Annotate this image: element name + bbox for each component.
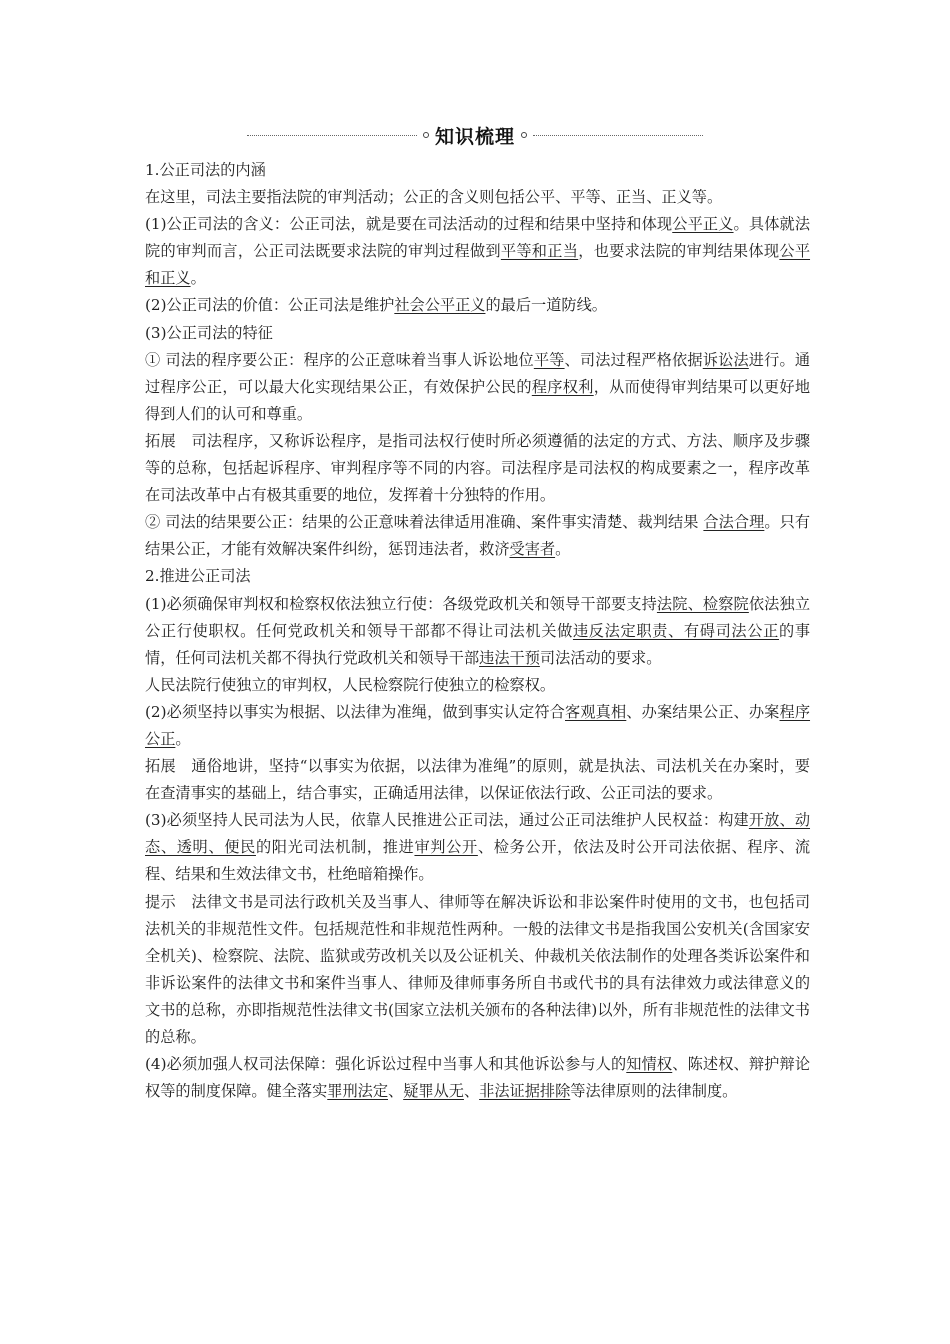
text-run: 的最后一道防线。: [485, 296, 607, 315]
underlined-key-term: 公平和正义: [145, 242, 811, 288]
text-run: 拓展 司法程序，又称诉讼程序，是指司法权行使时所必须遵循的法定的方式、方法、顺序及步骤等的总称，包括起诉程序、审判程序等不同的内容。司法程序是司法权的构成要素之一，程序改革在司法改革中占有极其重要的地位，发挥着十分独特的作用。: [145, 431, 810, 505]
text-run: 的事情，任何司法机关都不得执行党政机关和领导干部: [145, 621, 811, 667]
dotted-rule-right: [533, 135, 703, 136]
paragraph: [145, 157, 810, 184]
text-run: 。: [555, 540, 571, 559]
paragraph: [145, 292, 810, 319]
text-run: 司法活动的要求。: [539, 648, 662, 667]
underlined-key-term: 罪刑法定: [327, 1082, 388, 1101]
paragraph: [145, 509, 810, 563]
underlined-key-term: 公平正义: [672, 215, 734, 234]
text-run: 进行。通过程序公正，可以最大化实现结果公正，有效保护公民的: [145, 350, 811, 396]
text-run: ，从而使得审判结果可以更好地得到人们的认可和尊重。: [145, 377, 811, 423]
section-title: 知识梳理: [434, 125, 515, 148]
underlined-key-term: 合法合理: [703, 513, 765, 532]
text-run: 人民法院行使独立的审判权，人民检察院行使独立的检察权。: [145, 675, 556, 694]
underlined-key-term: 疑罪从无: [403, 1082, 464, 1101]
underlined-key-term: 非法证据排除: [479, 1082, 571, 1101]
text-run: 在这里，司法主要指法院的审判活动；公正的含义则包括公平、平等、正当、正义等。: [145, 188, 723, 207]
text-run: 、: [463, 1082, 480, 1101]
text-run: (2)必须坚持以事实为根据、以法律为准绳，做到事实认定符合: [145, 702, 565, 721]
text-run: 拓展 通俗地讲，坚持“以事实为依据，以法律为准绳”的原则，就是执法、司法机关在办案时，要在查清事实的基础上，结合事实，正确适用法律，以保证依法行政、公正司法的要求。: [145, 757, 810, 803]
section-heading: [0, 120, 950, 150]
paragraph: [145, 753, 810, 807]
paragraph: [145, 563, 810, 590]
underlined-key-term: 客观真相: [565, 702, 627, 721]
underlined-key-term: 法院、检察院: [656, 594, 749, 613]
paragraph: [145, 591, 810, 672]
text-run: (1)公正司法的含义：公正司法，就是要在司法活动的过程和结果中坚持和体现: [145, 215, 673, 234]
text-run: (2)公正司法的价值：公正司法是维护: [145, 296, 395, 315]
paragraph: [145, 347, 810, 428]
text-run: (4)必须加强人权司法保障：强化诉讼过程中当事人和其他诉讼参与人的: [145, 1055, 627, 1074]
text-run: ① 司法的程序要公正：程序的公正意味着当事人诉讼地位: [145, 350, 534, 369]
paragraph: [145, 428, 810, 509]
text-run: (1)必须确保审判权和检察权依法独立行使：各级党政机关和领导干部要支持: [145, 594, 657, 613]
paragraph: [145, 807, 810, 888]
circle-ornament-left-icon: [423, 132, 429, 138]
text-run: 、司法过程严格依据: [564, 350, 703, 369]
text-run: 、检务公开，依法及时公开司法依据、程序、流程、结果和生效法律文书，杜绝暗箱操作。: [145, 838, 811, 884]
underlined-key-term: 受害者: [509, 540, 556, 559]
text-run: ，也要求法院的审判结果体现: [578, 242, 780, 261]
underlined-key-term: 程序权利: [531, 377, 594, 396]
text-run: 。具体就法院的审判而言，公正司法既要求法院的审判过程做到: [145, 215, 811, 261]
text-run: 。: [175, 729, 191, 748]
text-run: 、办案结果公正、办案: [626, 702, 780, 721]
underlined-key-term: 违反法定职责、有碍司法公正: [572, 621, 779, 640]
text-run: 依法独立公正行使职权。任何党政机关和领导干部都不得让司法机关做: [145, 594, 811, 640]
underlined-key-term: 社会公平正义: [394, 296, 486, 315]
text-run: ② 司法的结果要公正：结果的公正意味着法律适用准确、案件事实清楚、裁判结果: [145, 513, 704, 532]
underlined-key-term: 知情权: [626, 1055, 673, 1074]
text-run: 、: [388, 1082, 404, 1101]
underlined-key-term: 违法干预: [479, 648, 540, 667]
text-run: 2.推进公正司法: [145, 567, 251, 586]
text-run: 等法律原则的法律制度。: [570, 1082, 738, 1101]
underlined-key-term: 程序公正: [145, 702, 811, 748]
underlined-key-term: 审判公开: [414, 838, 478, 857]
paragraph: [145, 672, 810, 699]
underlined-key-term: 平等: [533, 350, 565, 369]
text-run: (3)公正司法的特征: [145, 323, 273, 342]
paragraph: [145, 1051, 810, 1105]
body-text: [145, 157, 810, 1105]
text-run: 1.公正司法的内涵: [145, 161, 266, 179]
text-run: 的阳光司法机制，推进: [255, 838, 415, 857]
text-run: 、陈述权、辩护辩论权等的制度保障。健全落实: [145, 1055, 811, 1101]
paragraph: [145, 320, 810, 347]
text-run: 。只有结果公正，才能有效解决案件纠纷，惩罚违法者，救济: [145, 513, 811, 559]
circle-ornament-right-icon: [521, 132, 527, 138]
underlined-key-term: 开放、动态、透明、便民: [145, 811, 811, 857]
paragraph: [145, 889, 810, 1052]
dotted-rule-left: [247, 135, 417, 136]
paragraph: [145, 211, 810, 292]
paragraph: [145, 184, 810, 211]
text-run: (3)必须坚持人民司法为人民，依靠人民推进公正司法，通过公正司法维护人民权益：构建: [145, 811, 749, 830]
underlined-key-term: 平等和正当: [500, 242, 579, 261]
paragraph: [145, 699, 810, 753]
underlined-key-term: 诉讼法: [702, 350, 749, 369]
text-run: 。: [190, 269, 206, 288]
text-run: 提示 法律文书是司法行政机关及当事人、律师等在解决诉讼和非讼案件时使用的文书，也包括司法机关的非规范性文件。包括规范性和非规范性两种。一般的法律文书是指我国公安机关(含国家安全机关)、检察院、法院、监狱或劳改机关以及公证机关、仲裁机关依法制作的处理各类诉讼案件和非诉讼案件的法律文书和案件当事人、律师及律师事务所自书或代书的具有法律效力或法律意义的文书的总称，亦即指规范性法律文书(国家立法机关颁布的各种法律)以外，所有非规范性的法律文书的总称。: [145, 892, 810, 1046]
